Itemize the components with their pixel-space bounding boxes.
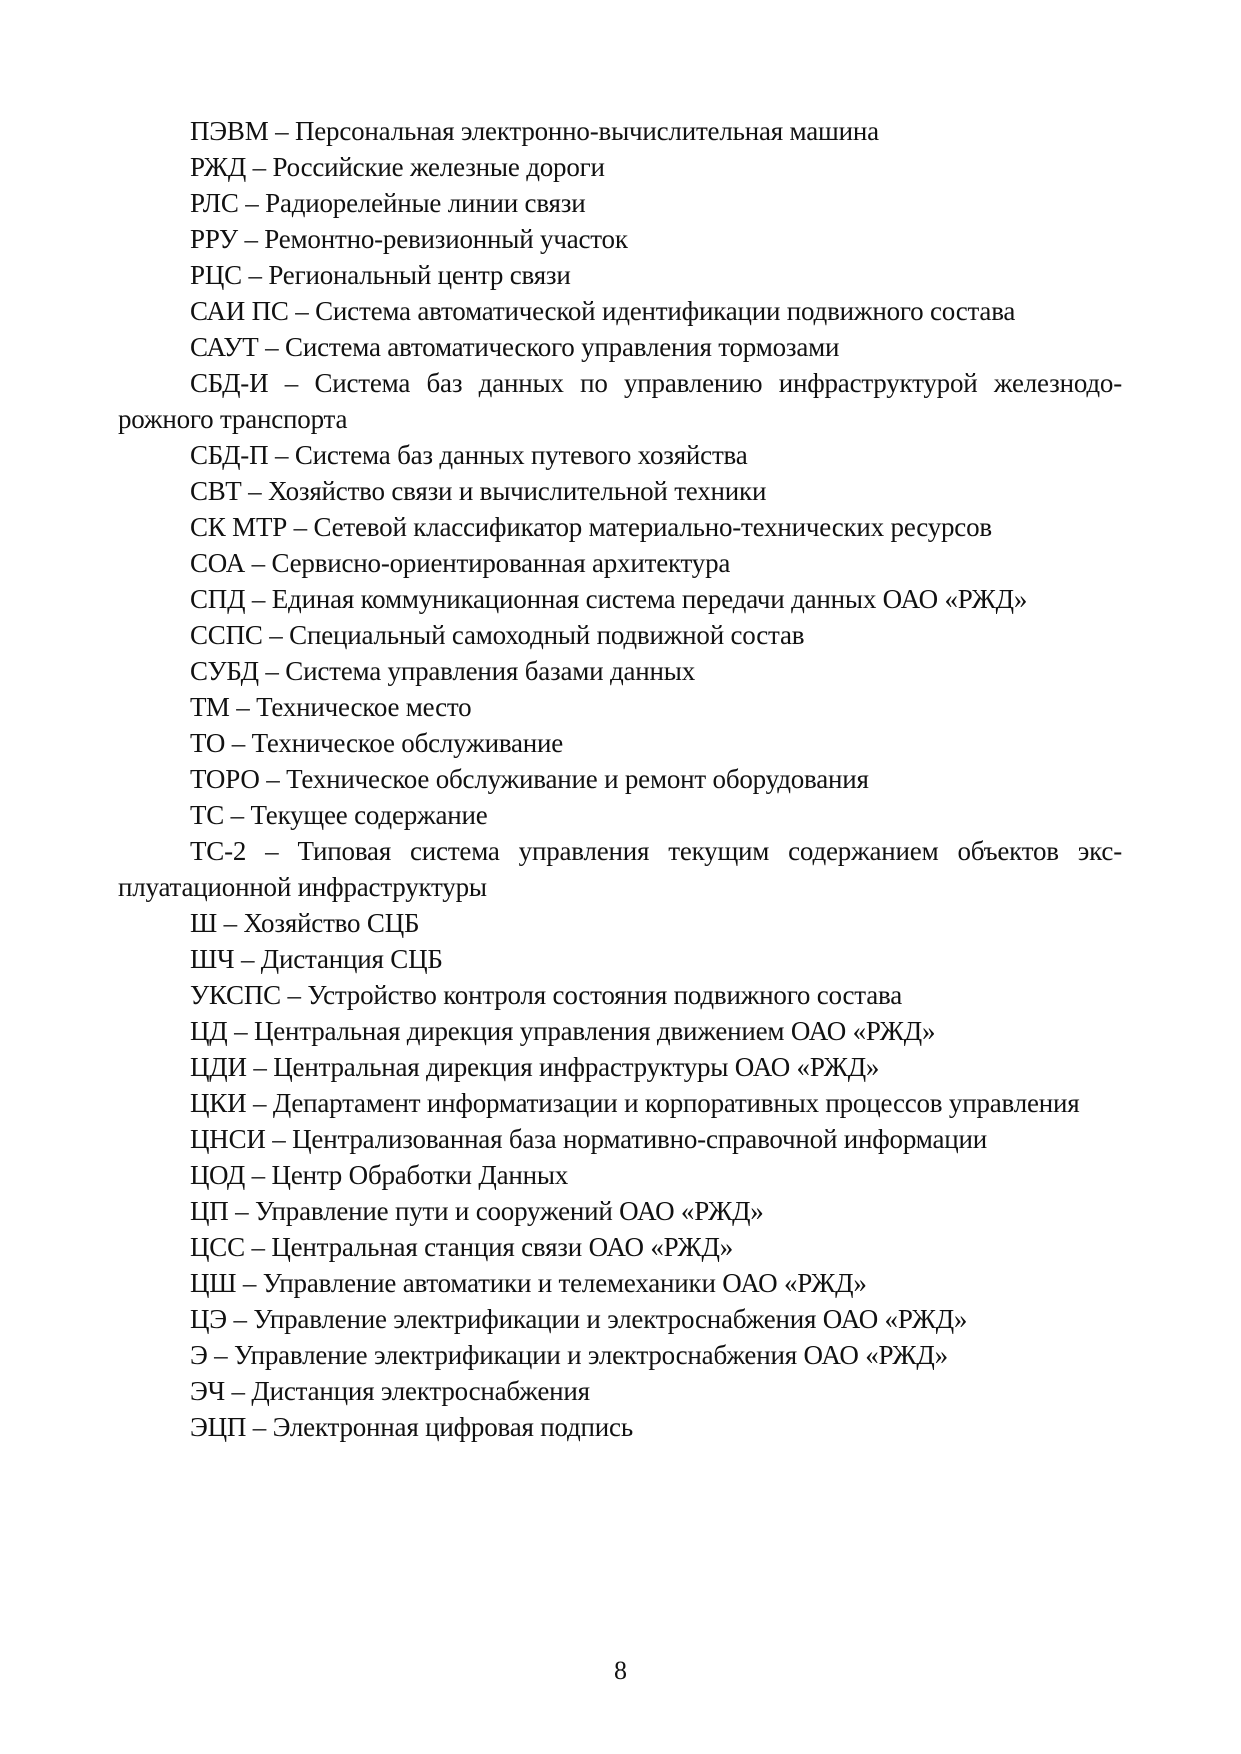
abbreviation-entry: ЦОД – Центр Обработки Данных: [190, 1160, 569, 1190]
definition: Центральная дирекция инфраструктуры ОАО «РЖД»: [273, 1052, 880, 1082]
abbreviation-entry: ССПС – Специальный самоходный подвижной состав: [190, 620, 805, 650]
abbreviation: ПЭВМ: [190, 116, 269, 146]
definition: Система управления базами данных: [285, 656, 696, 686]
abbreviation: СБД-П: [190, 440, 269, 470]
abbreviation: ТС-2: [190, 836, 247, 866]
abbreviation: ТО: [190, 728, 226, 758]
abbreviation: ЦЭ: [190, 1304, 227, 1334]
abbreviation: САУТ: [190, 332, 259, 362]
abbreviation: ЦШ: [190, 1268, 237, 1298]
abbreviation: ССПС: [190, 620, 263, 650]
abbreviation-entry: ЦП – Управление пути и сооружений ОАО «РЖД»: [190, 1196, 764, 1226]
abbreviations-list: [118, 113, 1122, 1445]
definition: Дистанция СЦБ: [260, 944, 443, 974]
abbreviation-entry: СБД-И – Система баз данных по управлению инфраструктурой железнодо-рожного транспорта: [118, 368, 1122, 434]
definition: Персональная электронно-вычислительная машина: [294, 116, 879, 146]
definition: Российские железные дороги: [272, 152, 605, 182]
abbreviation-entry: ТОРО – Техническое обслуживание и ремонт оборудования: [190, 764, 869, 794]
abbreviation: РЦС: [190, 260, 242, 290]
abbreviation-entry: УКСПС – Устройство контроля состояния подвижного состава: [190, 980, 902, 1010]
abbreviation: ЦОД: [190, 1160, 246, 1190]
abbreviation: РЖД: [190, 152, 247, 182]
definition: Система баз данных путевого хозяйства: [294, 440, 748, 470]
abbreviation-entry: ТС – Текущее содержание: [190, 800, 488, 830]
abbreviation-entry: СК МТР – Сетевой классификатор материально-технических ресурсов: [190, 512, 992, 542]
abbreviation-entry: РЦС – Региональный центр связи: [190, 260, 571, 290]
abbreviation: ТМ: [190, 692, 230, 722]
abbreviation-entry: ЦСС – Центральная станция связи ОАО «РЖД»: [190, 1232, 734, 1262]
abbreviation: ЦНСИ: [190, 1124, 266, 1154]
abbreviation-entry: ЦД – Центральная дирекция управления движением ОАО «РЖД»: [190, 1016, 936, 1046]
definition: Единая коммуникационная система передачи данных ОАО «РЖД»: [271, 584, 1028, 614]
definition: Сервисно-ориентированная архитектура: [271, 548, 731, 578]
abbreviation-entry: СОА – Сервисно-ориентированная архитектура: [190, 548, 731, 578]
abbreviation: САИ ПС: [190, 296, 289, 326]
abbreviation-entry: ЦЭ – Управление электрификации и электроснабжения ОАО «РЖД»: [190, 1304, 968, 1334]
definition: Специальный самоходный подвижной состав: [289, 620, 805, 650]
abbreviation: ЭЧ: [190, 1376, 225, 1406]
abbreviation: ШЧ: [190, 944, 235, 974]
abbreviation: СБД-И: [190, 368, 269, 398]
abbreviation: СПД: [190, 584, 246, 614]
abbreviation: УКСПС: [190, 980, 281, 1010]
definition: Управление автоматики и телемеханики ОАО «РЖД»: [262, 1268, 867, 1298]
definition: Центральная дирекция управления движением ОАО «РЖД»: [253, 1016, 936, 1046]
definition: Техническое обслуживание и ремонт оборудования: [286, 764, 869, 794]
definition: Департамент информатизации и корпоративных процессов управления: [272, 1088, 1080, 1118]
definition: Централизованная база нормативно-справочной информации: [292, 1124, 987, 1154]
definition: Техническое место: [256, 692, 472, 722]
definition: Управление электрификации и электроснабжения ОАО «РЖД»: [234, 1340, 948, 1370]
definition: Управление электрификации и электроснабжения ОАО «РЖД»: [253, 1304, 968, 1334]
abbreviation: ЦП: [190, 1196, 229, 1226]
abbreviation: Ш: [190, 908, 218, 938]
abbreviation: ЦДИ: [190, 1052, 247, 1082]
definition: Система автоматической идентификации подвижного состава: [315, 296, 1016, 326]
abbreviation: ТС: [190, 800, 225, 830]
abbreviation-entry: СПД – Единая коммуникационная система передачи данных ОАО «РЖД»: [190, 584, 1028, 614]
definition: Радиорелейные линии связи: [265, 188, 586, 218]
abbreviation-entry: ТМ – Техническое место: [190, 692, 472, 722]
definition: Центр Обработки Данных: [271, 1160, 569, 1190]
abbreviation: СУБД: [190, 656, 259, 686]
abbreviation-entry: ЭЧ – Дистанция электроснабжения: [190, 1376, 590, 1406]
abbreviation: ЦД: [190, 1016, 228, 1046]
definition: Ремонтно-ревизионный участок: [264, 224, 628, 254]
abbreviation-entry: ПЭВМ – Персональная электронно-вычислительная машина: [190, 116, 879, 146]
definition: Система баз данных по управлению инфраструктурой железнодо-рожного транспорта: [118, 368, 1122, 434]
abbreviation: СВТ: [190, 476, 242, 506]
definition: Система автоматического управления тормозами: [285, 332, 840, 362]
definition: Техническое обслуживание: [251, 728, 564, 758]
abbreviation-entry: СБД-П – Система баз данных путевого хозяйства: [190, 440, 748, 470]
definition: Региональный центр связи: [268, 260, 571, 290]
abbreviation-entry: САИ ПС – Система автоматической идентификации подвижного состава: [190, 296, 1016, 326]
abbreviation-entry: ШЧ – Дистанция СЦБ: [190, 944, 443, 974]
definition: Типовая система управления текущим содержанием объектов экс-плуатационной инфраструктуры: [118, 836, 1122, 902]
abbreviation: РРУ: [190, 224, 238, 254]
definition: Центральная станция связи ОАО «РЖД»: [271, 1232, 734, 1262]
abbreviation-entry: РЖД – Российские железные дороги: [190, 152, 605, 182]
abbreviation-entry: СВТ – Хозяйство связи и вычислительной техники: [190, 476, 767, 506]
definition: Электронная цифровая подпись: [272, 1412, 633, 1442]
definition: Устройство контроля состояния подвижного состава: [307, 980, 902, 1010]
abbreviation-entry: ЭЦП – Электронная цифровая подпись: [190, 1412, 633, 1442]
definition: Управление пути и сооружений ОАО «РЖД»: [255, 1196, 764, 1226]
abbreviation: ЦКИ: [190, 1088, 247, 1118]
page-number: 8: [614, 1656, 627, 1685]
abbreviation: СК МТР: [190, 512, 288, 542]
abbreviation-entry: Ш – Хозяйство СЦБ: [190, 908, 420, 938]
abbreviation-entry: ЦКИ – Департамент информатизации и корпоративных процессов управления: [190, 1088, 1080, 1118]
abbreviation-entry: ТС-2 – Типовая система управления текущим содержанием объектов экс-плуатационной инфраструктуры: [118, 836, 1122, 902]
abbreviation: РЛС: [190, 188, 239, 218]
abbreviation-entry: РРУ – Ремонтно-ревизионный участок: [190, 224, 628, 254]
abbreviation-entry: Э – Управление электрификации и электроснабжения ОАО «РЖД»: [190, 1340, 948, 1370]
definition: Хозяйство связи и вычислительной техники: [267, 476, 767, 506]
abbreviation-entry: САУТ – Система автоматического управления тормозами: [190, 332, 840, 362]
abbreviation-entry: ЦДИ – Центральная дирекция инфраструктуры ОАО «РЖД»: [190, 1052, 880, 1082]
abbreviation: ЭЦП: [190, 1412, 247, 1442]
definition: Текущее содержание: [250, 800, 488, 830]
abbreviation-entry: СУБД – Система управления базами данных: [190, 656, 696, 686]
abbreviation-entry: ЦШ – Управление автоматики и телемеханики ОАО «РЖД»: [190, 1268, 867, 1298]
abbreviation: ЦСС: [190, 1232, 245, 1262]
abbreviation-entry: РЛС – Радиорелейные линии связи: [190, 188, 586, 218]
abbreviation: Э: [190, 1340, 208, 1370]
definition: Хозяйство СЦБ: [243, 908, 420, 938]
abbreviation: СОА: [190, 548, 246, 578]
abbreviation: ТОРО: [190, 764, 260, 794]
abbreviation-entry: ЦНСИ – Централизованная база нормативно-справочной информации: [190, 1124, 987, 1154]
definition: Дистанция электроснабжения: [251, 1376, 590, 1406]
abbreviation-entry: ТО – Техническое обслуживание: [190, 728, 564, 758]
definition: Сетевой классификатор материально-технических ресурсов: [313, 512, 992, 542]
